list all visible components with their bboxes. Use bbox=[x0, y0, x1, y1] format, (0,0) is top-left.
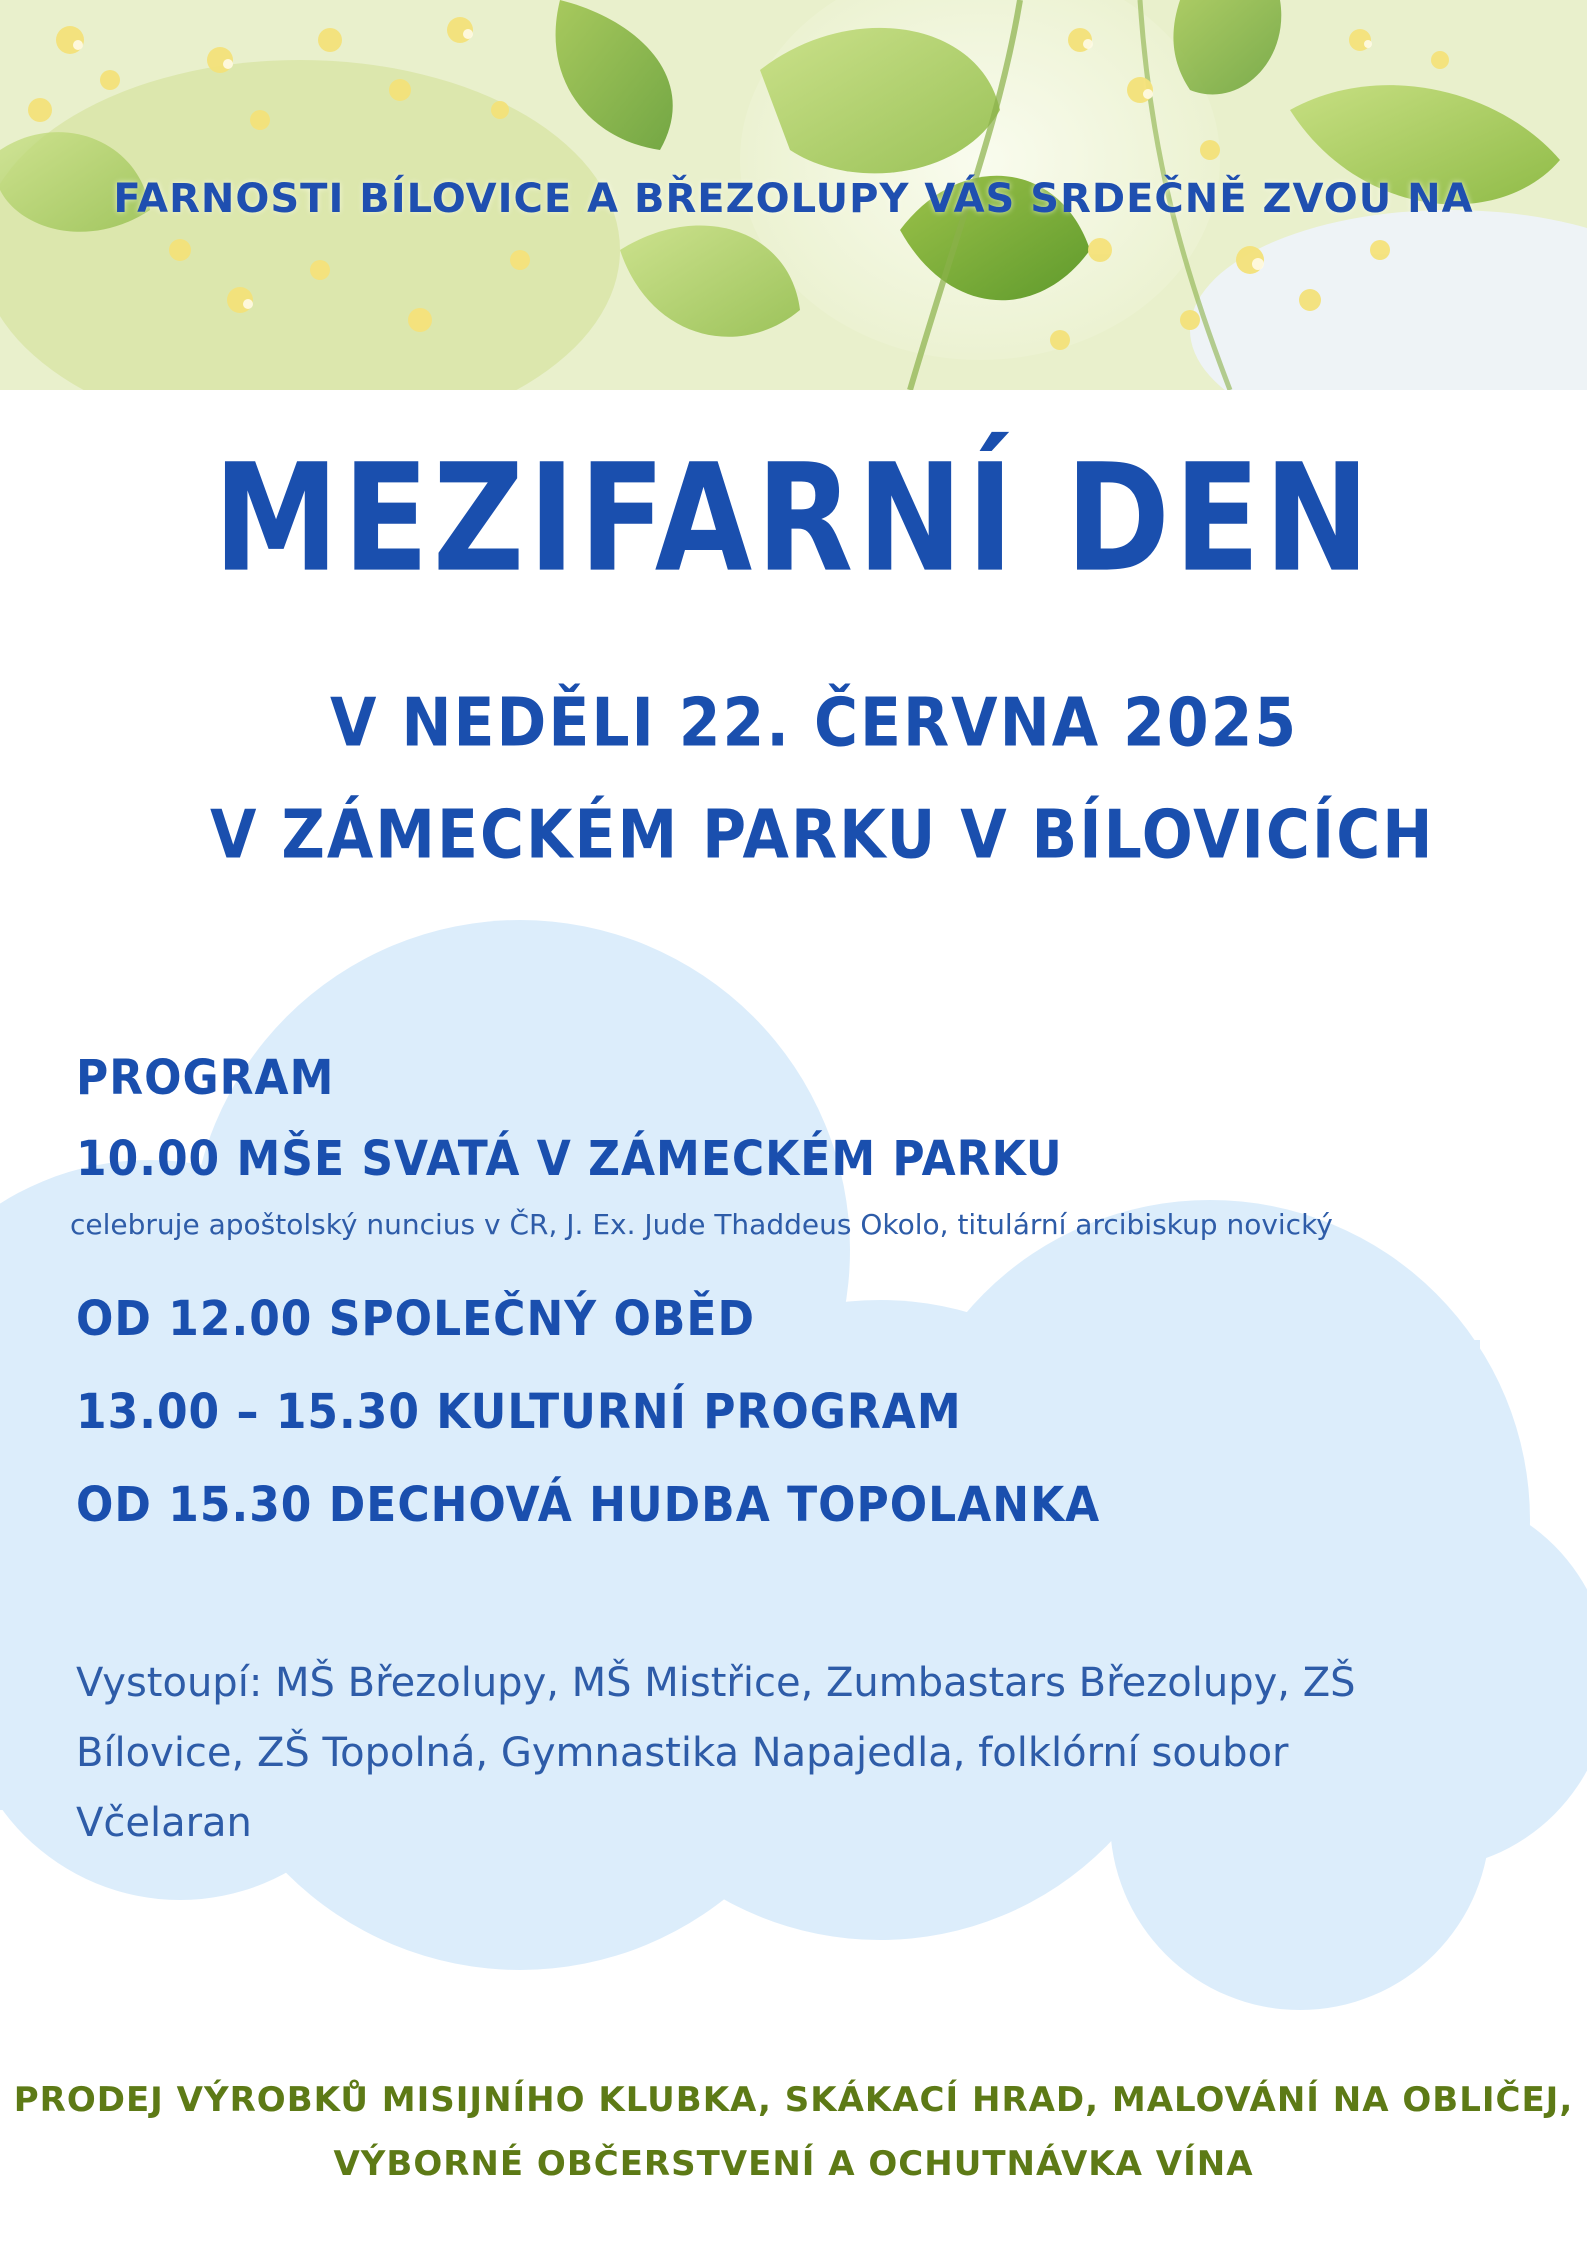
footer-line-2: VÝBORNÉ OBČERSTVENÍ A OCHUTNÁVKA VÍNA bbox=[333, 2144, 1254, 2184]
event-date: V NEDĚLI 22. ČERVNA 2025 bbox=[330, 683, 1299, 763]
program-heading: PROGRAM bbox=[76, 1050, 335, 1107]
header-banner bbox=[0, 0, 1587, 390]
program-item-culture: 13.00 – 15.30 KULTURNÍ PROGRAM bbox=[76, 1384, 962, 1441]
footer-line-1: PRODEJ VÝROBKŮ MISIJNÍHO KLUBKA, SKÁKACÍ HRAD, MALOVÁNÍ NA OBLIČEJ, bbox=[13, 2080, 1574, 2120]
performers-list: Vystoupí: MŠ Březolupy, MŠ Mistřice, Zumbastars Březolupy, ZŠ Bílovice, ZŠ Topolná, Gymnastika Napajedla, folklórní soubor Včelaran bbox=[76, 1660, 1356, 1846]
program-item-lunch: OD 12.00 SPOLEČNÝ OBĚD bbox=[76, 1291, 755, 1348]
event-place: V ZÁMECKÉM PARKU V BÍLOVICÍCH bbox=[210, 795, 1435, 875]
footer-attractions bbox=[0, 2068, 1587, 2196]
mass-celebrant-note: celebruje apoštolský nuncius v ČR, J. Ex. Jude Thaddeus Okolo, titulární arcibiskup novický bbox=[70, 1208, 1333, 1241]
invitation-line: FARNOSTI BÍLOVICE A BŘEZOLUPY VÁS SRDEČNĚ ZVOU NA bbox=[113, 176, 1474, 222]
program-item-brass-band: OD 15.30 DECHOVÁ HUDBA TOPOLANKA bbox=[76, 1477, 1101, 1534]
program-item-mass: 10.00 MŠE SVATÁ V ZÁMECKÉM PARKU bbox=[76, 1131, 1063, 1188]
program-section bbox=[70, 1050, 1333, 1570]
event-title: MEZIFARNÍ DEN bbox=[213, 431, 1374, 606]
